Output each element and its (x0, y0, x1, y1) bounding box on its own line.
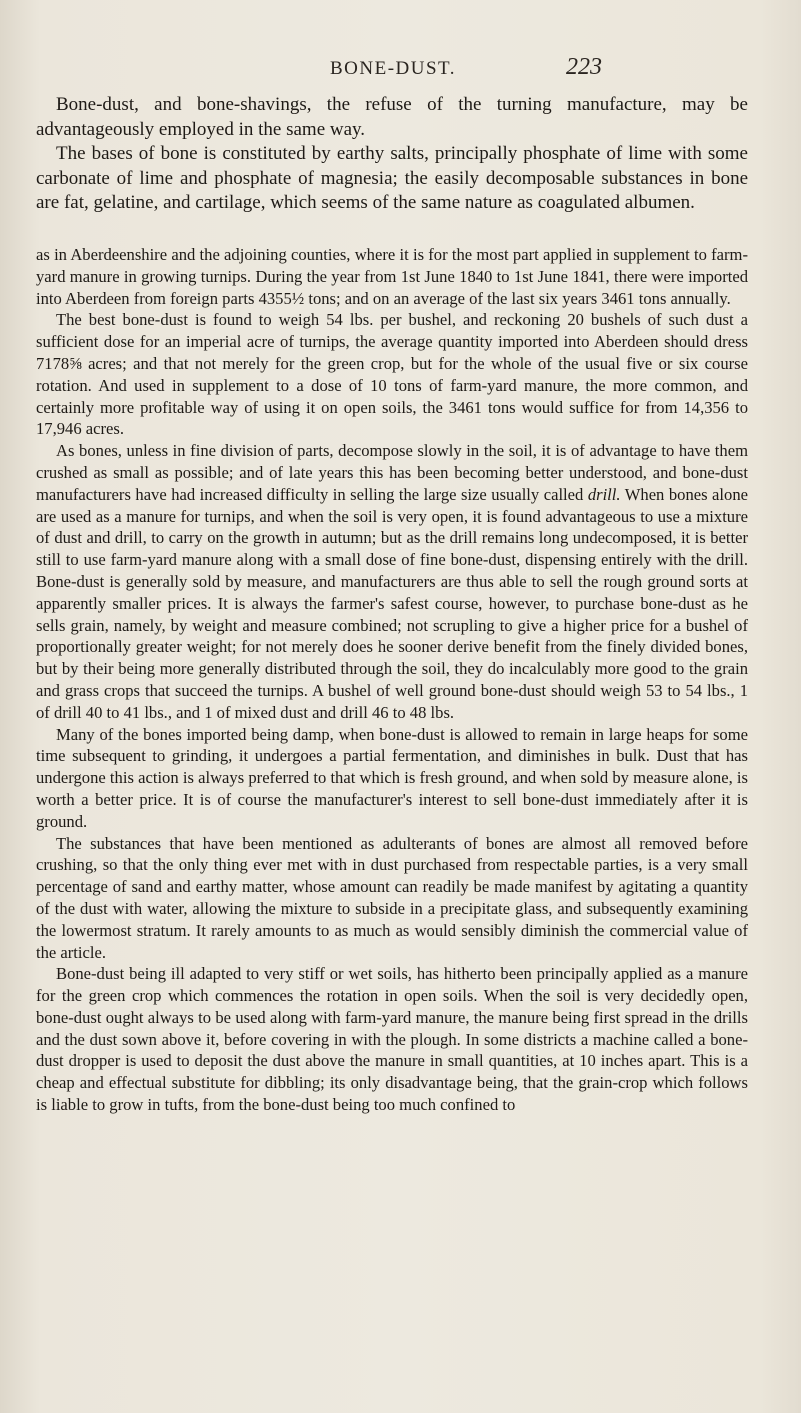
body-paragraph: Many of the bones imported being damp, when bone-dust is allowed to remain in large heaps for some time subsequent to grinding, it undergoes a partial fermentation, and diminishes in bulk. Dust that has undergone this action is always preferred to that which is fresh ground, and when sold by measure alone, is worth a better price. It is of course the manufacturer's interest to sell bone-dust immediately after it is ground. (36, 724, 748, 831)
quote-paragraph: The bases of bone is constituted by earthy salts, principally phosphate of lime with some carbonate of lime and phosphate of magnesia; the easily decomposable substances in bone are fat, gelatine, and cartilage, which seems of the same nature as coagulated albumen. (36, 143, 748, 213)
body-paragraph: The substances that have been mentioned as adulterants of bones are almost all removed before crushing, so that the only thing ever met with in dust purchased from respectable parties, is a very small percentage of sand and earthy matter, whose amount can readily be made manifest by agitating a quantity of the dust with water, allowing the mixture to subside in a precipitate glass, and subsequently examining the lowermost stratum. It rarely amounts to as much as would sensibly diminish the commercial value of the article. (36, 833, 748, 962)
quote-paragraph: Bone-dust, and bone-shavings, the refuse of the turning manufacture, may be advantageously employed in the same way. (36, 94, 748, 140)
body-text-run: When bones alone are used as a manure for turnips, and when the soil is very open, it is found advantageous to use a mixture of dust and drill, to carry on the growth in autumn; but as the drill remains long undecomposed, it is better still to use farm-yard manure along with a small dose of fine bone-dust, dispensing entirely with the drill. Bone-dust is generally sold by measure, and manufacturers are thus able to sell the rough ground sorts at apparently smaller prices. It is always the farmer's safest course, however, to purchase bone-dust as he sells grain, namely, by weight and measure combined; not scrupling to give a higher price for a bushel of proportionally greater weight; for not merely does he sooner derive benefit from the finely divided bones, but by their being more generally distributed through the soil, they do incalculably more good to the grain and grass crops that succeed the turnips. A bushel of well ground bone-dust should weigh 53 to 54 lbs., 1 of drill 40 to 41 lbs., and 1 of mixed dust and drill 46 to 48 lbs. (36, 484, 748, 722)
running-title: BONE-DUST. (330, 58, 457, 79)
body-text (36, 244, 748, 1116)
body-paragraph: Bone-dust being ill adapted to very stiff or wet soils, has hitherto been principally applied as a manure for the green crop which commences the rotation in open soils. When the soil is very decidedly open, bone-dust ought always to be used along with farm-yard manure, the manure being first spread in the drills and the dust sown above it, before covering in with the plough. In some districts a machine called a bone-dust dropper is used to deposit the dust above the manure in small quantities, at 10 inches apart. This is a cheap and effectual substitute for dibbling; its only disadvantage being, that the grain-crop which follows is liable to grow in tufts, from the bone-dust being too much confined to (36, 964, 748, 1115)
quoted-passage (36, 93, 748, 216)
body-text-run: As bones, unless in fine division of parts, decompose slowly in the soil, it is of advantage to have them crushed as small as possible; and of late years this has been becoming better understood, and bone-dust manufacturers have had increased difficulty in selling the large size usually called (36, 441, 748, 504)
body-paragraph: The best bone-dust is found to weigh 54 lbs. per bushel, and reckoning 20 bushels of such dust a sufficient dose for an imperial acre of turnips, the average quantity imported into Aberdeen should dress 7178⅝ acres; and that not merely for the green crop, but for the whole of the usual five or six course rotation. And used in supplement to a dose of 10 tons of farm-yard manure, the more common, and certainly more profitable way of using it on open soils, the 3461 tons would suffice for from 14,356 to 17,946 acres. (36, 310, 748, 439)
running-head (0, 54, 801, 88)
italic-term: drill. (587, 484, 621, 504)
page-number: 223 (566, 54, 602, 80)
body-paragraph: as in Aberdeenshire and the adjoining counties, where it is for the most part applied in supplement to farm-yard manure in growing turnips. During the year from 1st June 1840 to 1st June 1841, there were imported into Aberdeen from foreign parts 4355½ tons; and on an average of the last six years 3461 tons annually. (36, 245, 748, 308)
body-paragraph (36, 440, 748, 723)
